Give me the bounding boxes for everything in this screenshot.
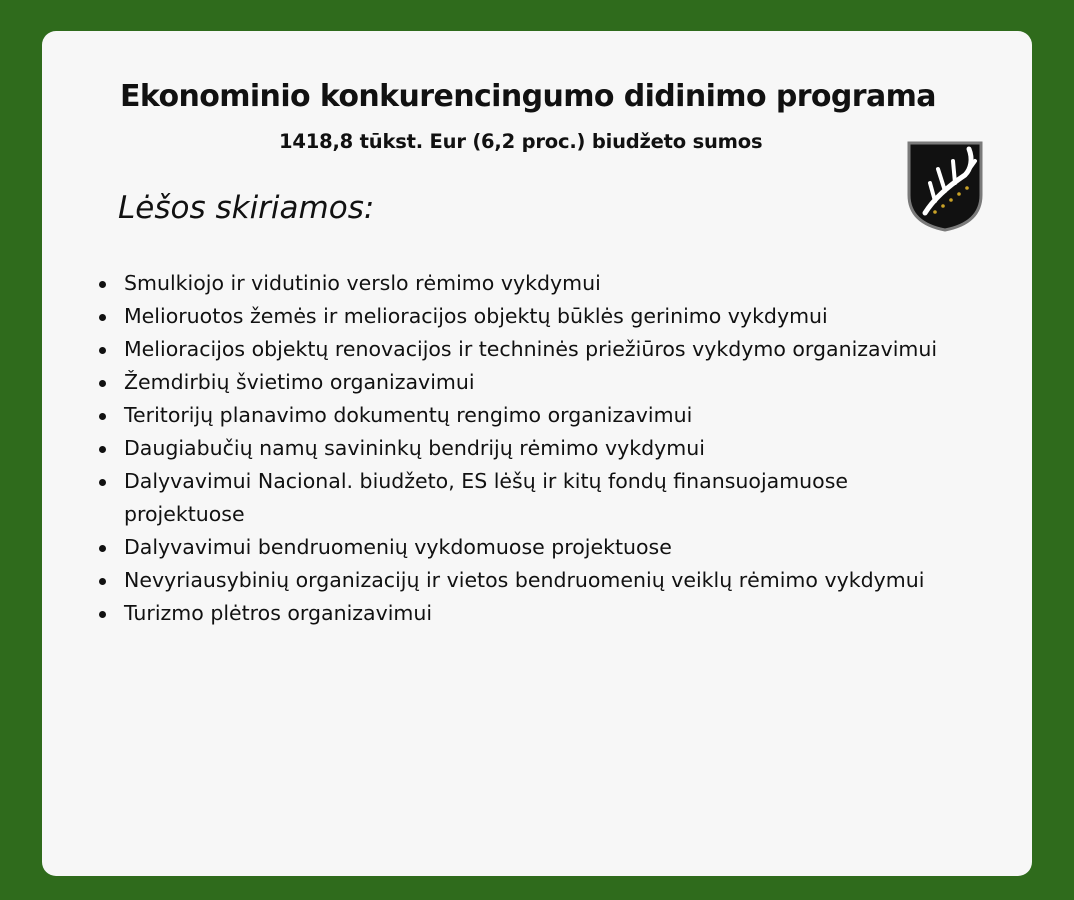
list-item (96, 267, 956, 300)
list-item-text: Dalyvavimui Nacional. biudžeto, ES lėšų ir kitų fondų finansuojamuose projektuose (124, 469, 848, 526)
list-item (96, 564, 956, 597)
list-item-text: Nevyriausybinių organizacijų ir vietos bendruomenių veiklų rėmimo vykdymui (124, 568, 925, 592)
list-item (96, 432, 956, 465)
bullet-icon (99, 611, 106, 618)
page-title: Ekonominio konkurencingumo didinimo programa (120, 79, 936, 114)
list-item (96, 531, 956, 564)
bullet-icon (99, 281, 106, 288)
bullet-icon (99, 479, 106, 486)
list-item (96, 333, 956, 366)
coat-of-arms-icon (905, 139, 985, 233)
list-item-text: Daugiabučių namų savininkų bendrijų rėmimo vykdymui (124, 436, 705, 460)
section-heading: Lėšos skiriamos: (118, 190, 375, 226)
list-item (96, 597, 956, 630)
list-item-text: Turizmo plėtros organizavimui (124, 601, 433, 625)
list-item-text: Melioracijos objektų renovacijos ir techninės priežiūros vykdymo organizavimui (124, 337, 938, 361)
allocation-list (96, 267, 956, 630)
bullet-icon (99, 413, 106, 420)
bullet-icon (99, 545, 106, 552)
list-item-text: Dalyvavimui bendruomenių vykdomuose projektuose (124, 535, 672, 559)
list-item-text: Smulkiojo ir vidutinio verslo rėmimo vykdymui (124, 271, 601, 295)
bullet-icon (99, 314, 106, 321)
bullet-icon (99, 380, 106, 387)
budget-subtitle: 1418,8 tūkst. Eur (6,2 proc.) biudžeto sumos (279, 130, 763, 153)
list-item-text: Žemdirbių švietimo organizavimui (124, 370, 475, 394)
bullet-icon (99, 578, 106, 585)
bullet-icon (99, 446, 106, 453)
bullet-icon (99, 347, 106, 354)
list-item (96, 465, 956, 531)
list-item-text: Teritorijų planavimo dokumentų rengimo organizavimui (124, 403, 693, 427)
list-item (96, 366, 956, 399)
list-item (96, 399, 956, 432)
list-item-text: Melioruotos žemės ir melioracijos objektų būklės gerinimo vykdymui (124, 304, 828, 328)
list-item (96, 300, 956, 333)
